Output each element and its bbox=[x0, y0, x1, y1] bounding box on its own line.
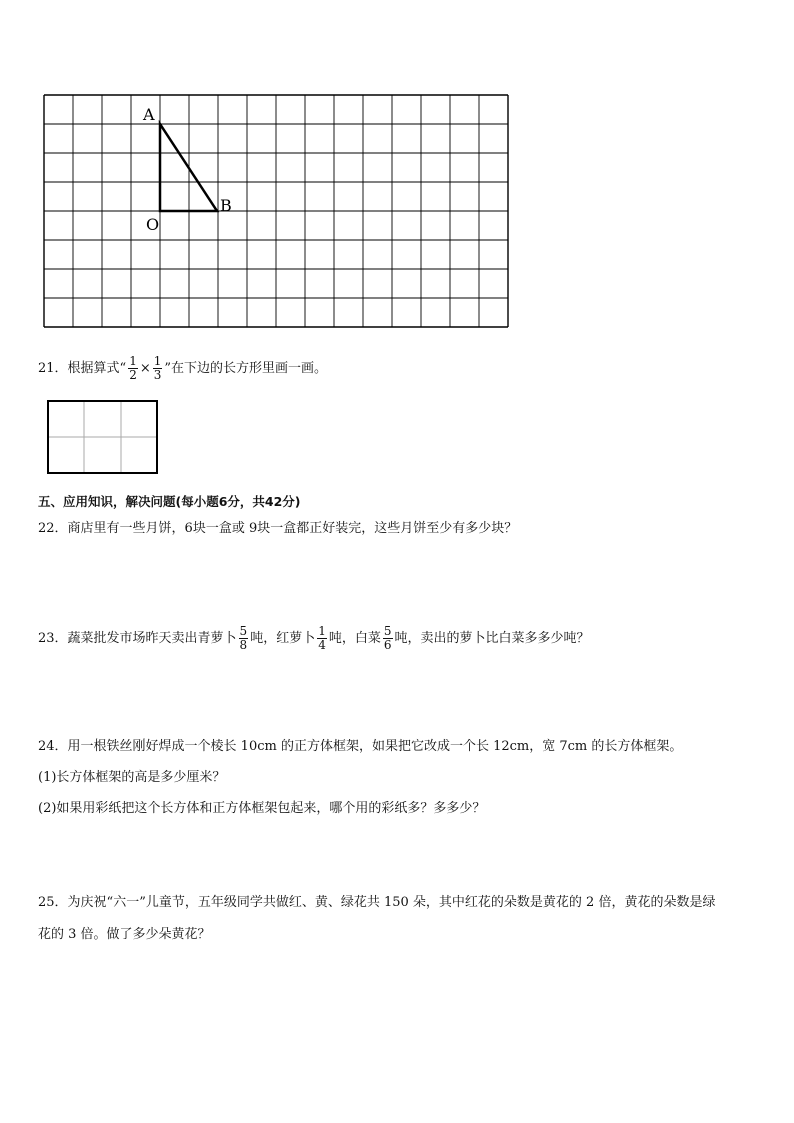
question-22: 22．商店里有一些月饼，6块一盒或 9块一盒都正好装完，这些月饼至少有多少块？ bbox=[38, 521, 518, 536]
q23-frac2-num: 1 bbox=[318, 624, 326, 638]
grid-figure bbox=[0, 0, 794, 340]
q21-prefix: 21．根据算式“ bbox=[38, 361, 127, 376]
q23-part4: 吨，卖出的萝卜比白菜多多少吨？ bbox=[394, 631, 590, 646]
question-24-line-3: (2)如果用彩纸把这个长方体和正方体框架包起来，哪个用的彩纸多？多多少？ bbox=[38, 801, 486, 816]
triangle-aob bbox=[160, 124, 217, 211]
q23-part3: 吨，白菜 bbox=[328, 631, 381, 646]
label-b: B bbox=[220, 196, 232, 215]
q23-frac3-num: 5 bbox=[383, 624, 392, 638]
q23-frac1-num: 5 bbox=[239, 624, 248, 638]
q21-frac2-num: 1 bbox=[153, 354, 162, 368]
q23-part2: 吨，红萝卜 bbox=[250, 631, 316, 646]
fraction-five-sixths bbox=[383, 625, 393, 652]
times-sign: × bbox=[139, 361, 151, 376]
q23-part1: 23．蔬菜批发市场昨天卖出青萝卜 bbox=[38, 631, 237, 646]
label-a: A bbox=[143, 105, 155, 124]
fraction-one-half bbox=[128, 355, 138, 382]
question-25-line-1: 25．为庆祝“六一”儿童节，五年级同学共做红、黄、绿花共 150 朵，其中红花的朵数是黄花的 2 倍，黄花的朵数是绿 bbox=[38, 895, 716, 910]
q23-frac1-den: 8 bbox=[239, 638, 248, 652]
q21-frac1-den: 2 bbox=[129, 368, 137, 382]
question-24-line-1: 24．用一根铁丝刚好焊成一个棱长 10cm 的正方体框架，如果把它改成一个长 12cm，宽 7cm 的长方体框架。 bbox=[38, 739, 683, 754]
drawing-rectangle[interactable] bbox=[46, 399, 159, 475]
label-o: O bbox=[146, 215, 160, 234]
q21-frac1-num: 1 bbox=[129, 354, 137, 368]
fraction-one-quarter bbox=[317, 625, 327, 652]
q21-suffix: ”在下边的长方形里画一画。 bbox=[164, 361, 328, 376]
question-25-line-2: 花的 3 倍。做了多少朵黄花？ bbox=[38, 927, 211, 942]
q23-frac2-den: 4 bbox=[318, 638, 326, 652]
question-23 bbox=[38, 625, 590, 652]
question-21 bbox=[38, 355, 327, 382]
question-24-line-2: (1)长方体框架的高是多少厘米？ bbox=[38, 770, 226, 785]
q21-frac2-den: 3 bbox=[153, 368, 162, 382]
fraction-five-eighths bbox=[239, 625, 249, 652]
q23-frac3-den: 6 bbox=[383, 638, 392, 652]
grid-lines bbox=[44, 95, 508, 327]
fraction-one-third bbox=[153, 355, 163, 382]
section-5-title: 五、应用知识，解决问题(每小题6分，共42分) bbox=[38, 494, 301, 509]
